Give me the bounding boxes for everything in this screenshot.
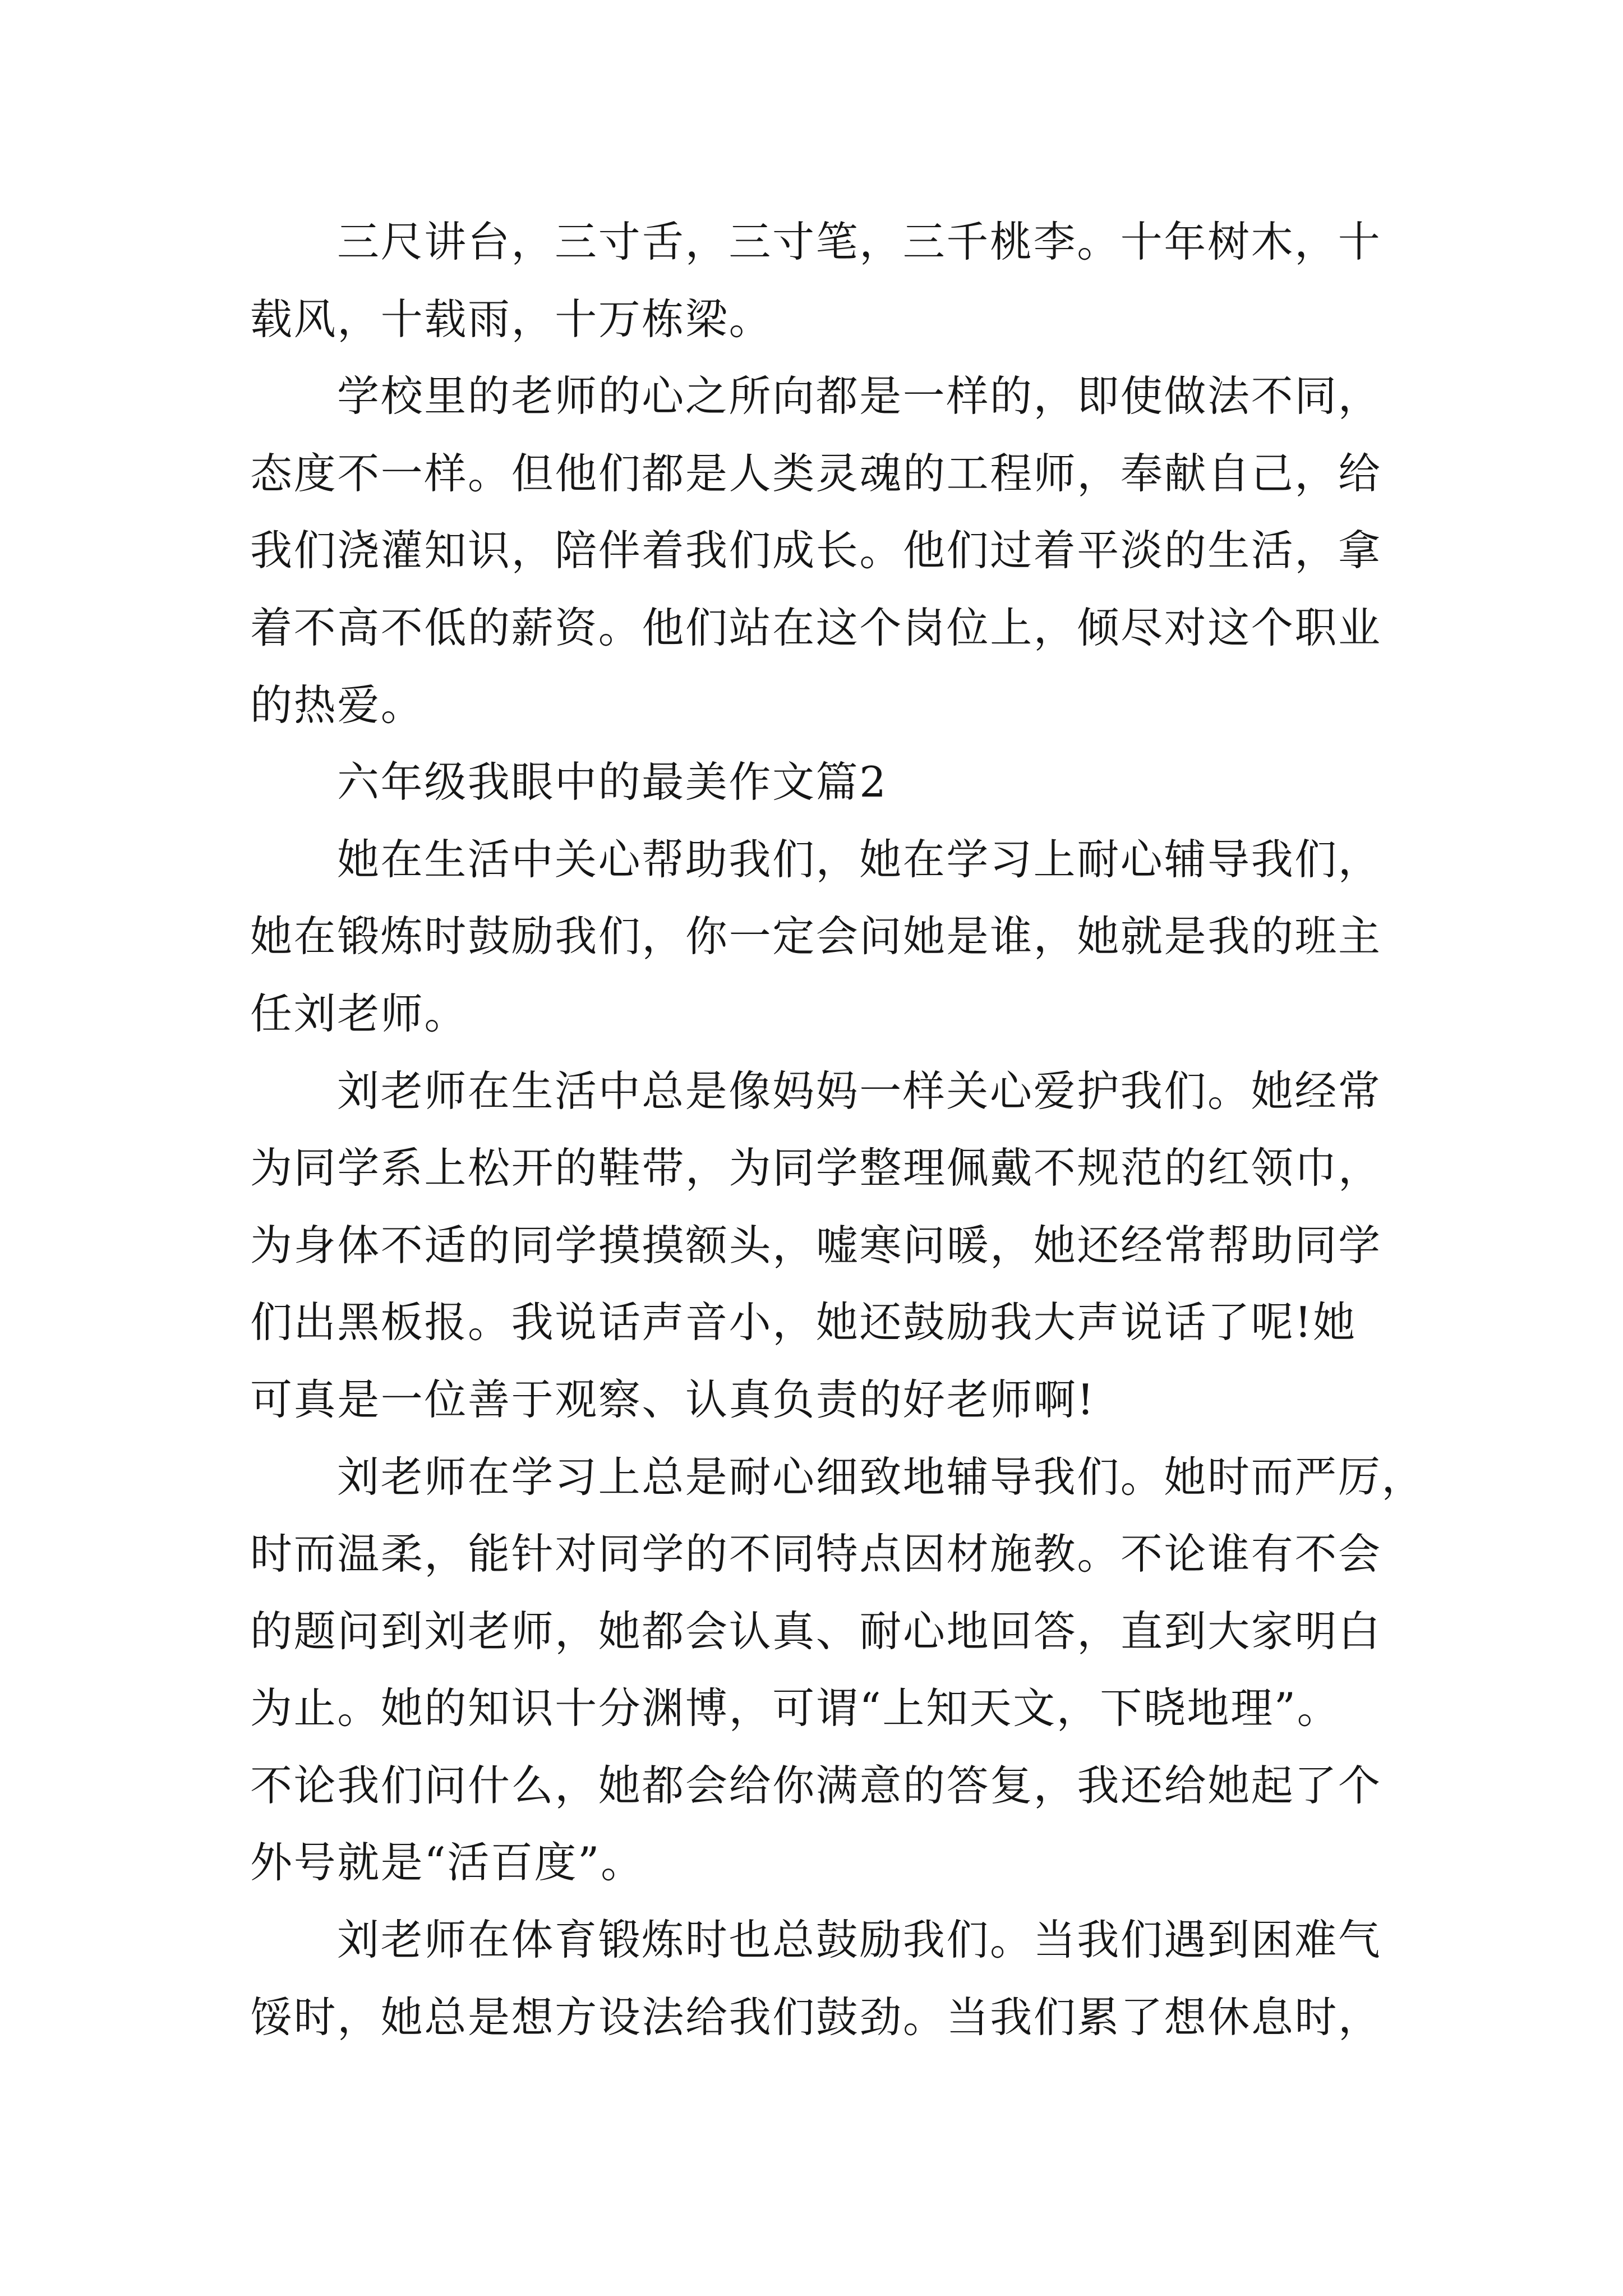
- text-line: 刘老师在体育锻炼时也总鼓励我们。当我们遇到困难气: [337, 1915, 1382, 1965]
- text-line: 的题问到刘老师，她都会认真、耐心地回答，直到大家明白: [250, 1606, 1382, 1656]
- text-line: 外号就是“活百度”。: [250, 1838, 644, 1888]
- text-line: 刘老师在生活中总是像妈妈一样关心爱护我们。她经常: [337, 1066, 1382, 1116]
- text-line: 不论我们问什么，她都会给你满意的答复，我还给她起了个: [250, 1760, 1382, 1810]
- text-line: 的热爱。: [250, 680, 425, 730]
- text-line: 态度不一样。但他们都是人类灵魂的工程师，奉献自己，给: [250, 448, 1382, 498]
- text-line: 着不高不低的薪资。他们站在这个岗位上，倾尽对这个职业: [250, 602, 1382, 652]
- section-heading: [250, 744, 1428, 821]
- text-line: 载风，十载雨，十万栋梁。: [250, 294, 773, 344]
- text-line: 我们浇灌知识，陪伴着我们成长。他们过着平淡的生活，拿: [250, 526, 1382, 576]
- text-line: 她在生活中关心帮助我们，她在学习上耐心辅导我们，: [337, 834, 1382, 884]
- text-line: 刘老师在学习上总是耐心细致地辅导我们。她时而严厉，: [337, 1452, 1426, 1502]
- text-line: 为同学系上松开的鞋带，为同学整理佩戴不规范的红领巾，: [250, 1143, 1382, 1193]
- document-body: [250, 204, 1428, 2056]
- paragraph: [250, 204, 1428, 358]
- paragraph: [250, 358, 1428, 744]
- paragraph: [250, 821, 1428, 1053]
- text-line: 任刘老师。: [250, 988, 468, 1038]
- paragraph: [250, 1439, 1428, 1902]
- text-line: 馁时，她总是想方设法给我们鼓劲。当我们累了想休息时，: [250, 1992, 1382, 2042]
- text-line: 们出黑板报。我说话声音小，她还鼓励我大声说话了呢!她: [250, 1297, 1357, 1347]
- paragraph: [250, 1902, 1428, 2056]
- text-line: 三尺讲台，三寸舌，三寸笔，三千桃李。十年树木，十: [337, 217, 1382, 266]
- text-line: 时而温柔，能针对同学的不同特点因材施教。不论谁有不会: [250, 1529, 1382, 1579]
- paragraph: [250, 1053, 1428, 1439]
- section-heading-text: 六年级我眼中的最美作文篇2: [337, 757, 888, 807]
- text-line: 可真是一位善于观察、认真负责的好老师啊!: [250, 1374, 1096, 1424]
- text-line: 为身体不适的同学摸摸额头，嘘寒问暖，她还经常帮助同学: [250, 1220, 1382, 1270]
- text-line: 学校里的老师的心之所向都是一样的，即使做法不同，: [337, 371, 1382, 421]
- text-line: 为止。她的知识十分渊博，可谓“上知天文，下晓地理”。: [250, 1683, 1341, 1733]
- text-line: 她在锻炼时鼓励我们，你一定会问她是谁，她就是我的班主: [250, 912, 1382, 961]
